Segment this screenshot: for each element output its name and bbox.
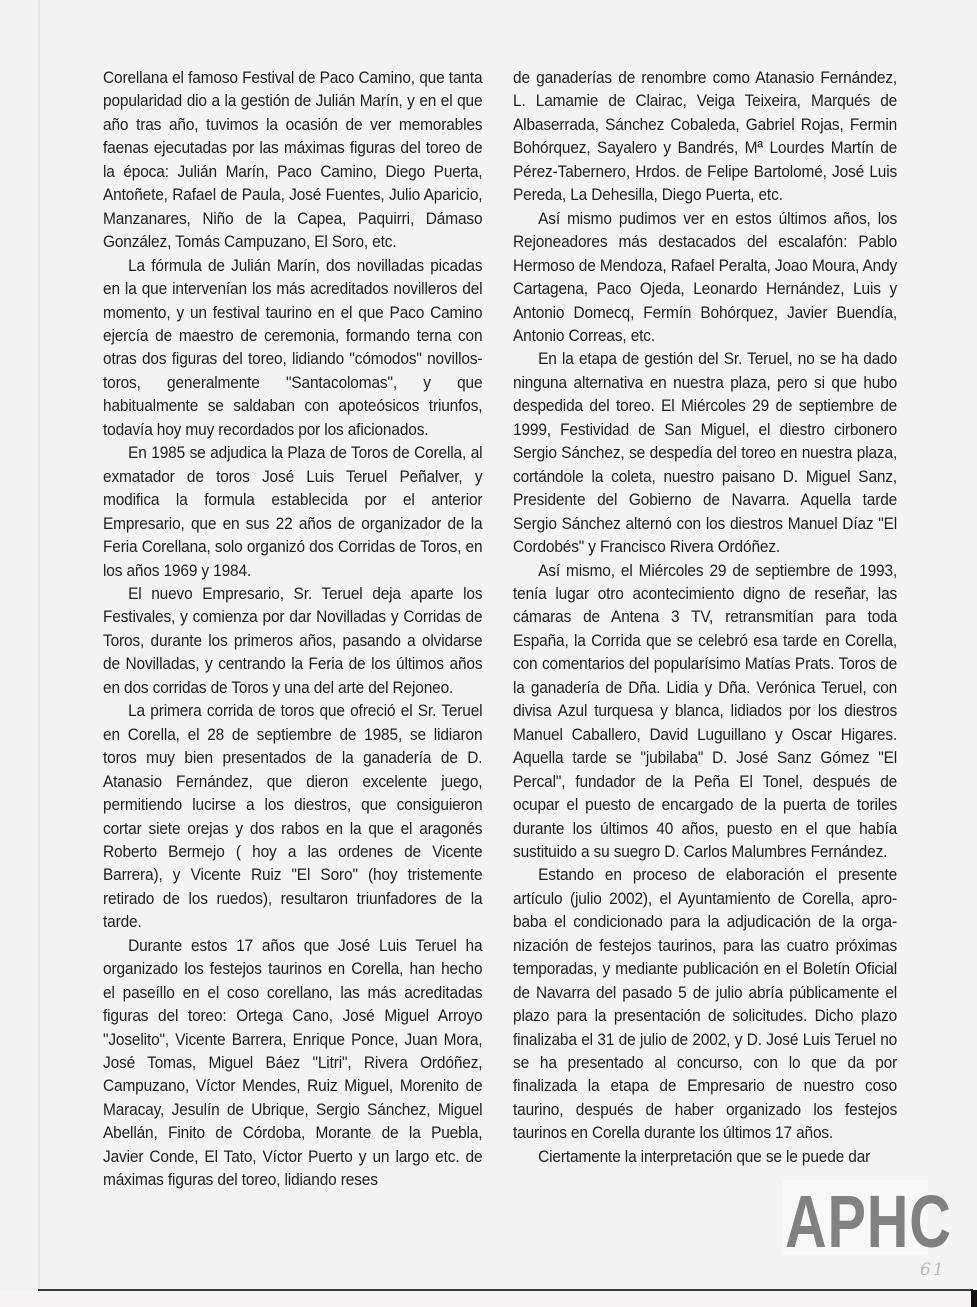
paragraph: Estando en proceso de elaboración el presente artículo (julio 2002), el Ayuntamiento de Corella, aprobaba el condicionado para la adjudicación de la organización de festejos taurinos, para las cuatro próximas temporadas, y mediante publicación en el Boletín Oficial de Navarra del pasado 5 de julio abría públicamente el plazo para la presentación de solicitudes. Dicho plazo finalizaba el 31 de julio de 2002, y D. José Luis Teruel no se ha presentado al concurso, con lo que da por finalizada la etapa de Empresario de nuestro coso taurino, después de haber organizado los festejos taurinos en Corella durante los últimos 17 años.	[513, 865, 898, 1143]
scan-margin	[0, 1291, 977, 1307]
left-column	[103, 66, 482, 1192]
paragraph: Ciertamente la interpretación que se le puede dar	[538, 1146, 871, 1166]
paragraph: Así mismo pudimos ver en estos últimos años, los Rejoneadores más destacados del escalafón: Pablo Hermoso de Mendoza, Rafael Peralta, Joao Moura, Andy Cartagena, Paco Ojeda, Leonardo Hernández, Luis y Antonio Domecq, Fermín Bohórquez, Javier Buendía, Antonio Correas, etc.	[513, 208, 898, 345]
right-column	[513, 66, 897, 1168]
paragraph: de ganaderías de renombre como Atanasio Fernández, L. Lamamie de Clairac, Veiga Teixeira, Marqués de Albaserrada, Sánchez Cobaleda, Gabriel Rojas, Fermin Bohórquez, Sayalero y Bandrés, Mª Lourdes Martín de Pérez-Tabernero, Hrdos. de Felipe Bartolomé, José Luis Pereda, La Dehesilla, Diego Puerta, etc.	[513, 68, 898, 205]
scan-corner-shadow	[971, 1290, 977, 1307]
page-number: 61	[920, 1260, 946, 1280]
paragraph: En 1985 se adjudica la Plaza de Toros de Corella, al exmatador de toros José Luis Teruel Peñalver, y modifica la formula establecida por el anterior Empresario, que en sus 22 años de organizador de la Feria Corellana, solo organizó dos Corridas de Toros, en los años 1969 y 1984.	[103, 443, 483, 580]
paragraph: Corellana el famoso Festival de Paco Camino, que tanta popularidad dio a la gestión de Julián Marín, y en el que año tras año, tuvimos la ocasión de ver memorables faenas ejecutadas por las máximas figuras del toreo de la época: Julián Marín, Paco Camino, Diego Puerta, Antoñete, Rafael de Paula, José Fuentes, Julio Aparicio, Manzanares, Niño de la Capea, Paquirri, Dámaso González, Tomás Campuzano, El Soro, etc.	[103, 68, 483, 252]
paragraph: La primera corrida de toros que ofreció el Sr. Teruel en Corella, el 28 de septiembre de 1985, se lidiaron toros muy bien presentados de la ganadería de D. Atanasio Fernández, que dieron excelente juego, permitiendo lucirse a los diestros, que consiguieron cortar siete orejas y dos rabos en la que el aragonés Roberto Bermejo ( hoy a las ordenes de Vicente Barrera), y Vicente Ruiz "El Soro" (hoy tristemente retirado de los ruedos), resultaron triunfadores de la tarde.	[103, 701, 483, 932]
paragraph: Durante estos 17 años que José Luis Teruel ha organizado los festejos taurinos en Corella, han hecho el paseíllo en el coso corellano, las más acreditadas figuras del toreo: Ortega Cano, José Miguel Arroyo "Joselito", Vicente Barrera, Enrique Ponce, Juan Mora, José Tomas, Miguel Báez "Litri", Rivera Ordóñez, Campuzano, Víctor Mendes, Ruiz Miguel, Morenito de Maracay, Jesulín de Ubrique, Sergio Sánchez, Miguel Abellán, Finito de Córdoba, Morante de la Puebla, Javier Conde, El Tato, Víctor Puerto y un largo etc. de máximas figuras del toreo, lidiando reses	[103, 935, 483, 1190]
paragraph: El nuevo Empresario, Sr. Teruel deja aparte los Festivales, y comienza por dar Novilladas y Corridas de Toros, durante los primeros años, pasando a olvidarse de Novilladas, y centrando la Feria de los últimos años en dos corridas de Toros y una del arte del Rejoneo.	[103, 583, 483, 697]
watermark-logo: APHC	[785, 1180, 952, 1263]
paragraph: La fórmula de Julián Marín, dos novilladas picadas en la que intervenían los más acreditados novilleros del momento, y un festival taurino en el que Paco Camino ejercía de maestro de ceremonia, formando terna con otras dos figuras del toreo, lidiando "cómodos" novillos-toros, generalmente "Santacolomas", y que habitualmente se saldaban con apoteósicos triunfos, todavía hoy muy recordados por los aficionados.	[103, 255, 483, 439]
paragraph: En la etapa de gestión del Sr. Teruel, no se ha dado ninguna alternativa en nuestra plaza, pero si que hubo despedida del toreo. El Miércoles 29 de septiembre de 1999, Festividad de San Miguel, el diestro cirbonero Sergio Sánchez, se despedía del toreo en nuestra plaza, cortándole la coleta, nuestro paisano D. Miguel Sanz, Presidente del Gobierno de Navarra. Aquella tarde Sergio Sánchez alternó con los diestros Manuel Díaz "El Cordobés" y Francisco Rivera Ordóñez.	[513, 349, 898, 557]
paragraph: Así mismo, el Miércoles 29 de septiembre de 1993, tenía lugar otro acontecimiento digno de reseñar, las cámaras de Antena 3 TV, retransmitían para toda España, la Corrida que se celebró esa tarde en Corella, con comentarios del popularísimo Matías Prats. Toros de la ganadería de Dña. Lidia y Dña. Verónica Teruel, con divisa Azul turquesa y blanca, lidiados por los diestros Manuel Caballero, David Luguillano y Oscar Higares. Aquella tarde se "jubilaba" D. José Sanz Gómez "El Percal", fundador de la Peña El Tonel, después de ocupar el puesto de encargado de la puerta de toriles durante los últimos 40 años, puesto en el que había sustituido a su suegro D. Carlos Malumbres Fernández.	[513, 560, 898, 861]
